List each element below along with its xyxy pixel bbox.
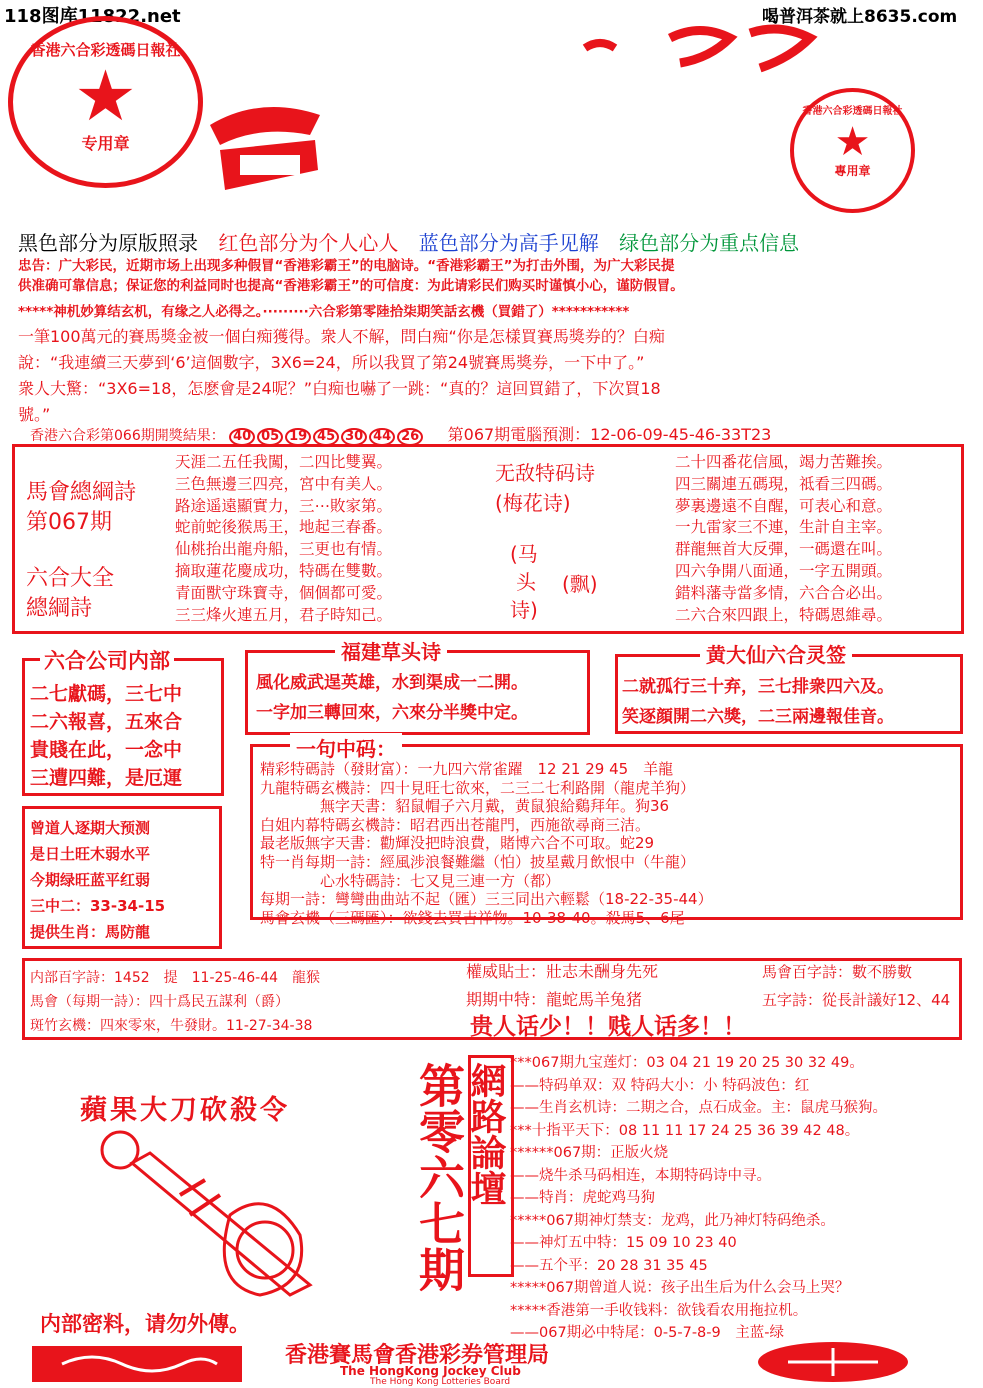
poem-line: 三三烽火連五月，君子時知己。 [175,605,393,624]
forum-line: ——神灯五中特：15 09 10 23 40 [510,1235,737,1251]
oneline-line: 馬會玄機（三碼匯）：欲錢去買吉祥物。10-38-40。殺馬5、6尾 [260,908,685,927]
ball: 30 [341,428,367,446]
poem-line: 夢裏邊遠不自醒，可表心和意。 [675,496,893,515]
ball: 40 [229,428,255,446]
company-line: 二七獻碼，三七中 [30,683,183,705]
color-legend [18,227,799,256]
seal-left-label: 专用章 [81,133,130,153]
seal-right-label: 專用章 [834,164,871,178]
oneline-line: 特一肖每期一詩：經風涉浪餐難繼（怕）披星戴月飲恨中（牛龍） [260,852,696,871]
ball: 05 [257,428,283,446]
legend-red: 红色部分为个人心人 [218,231,399,255]
forum-line: ——特肖：虎蛇鸡马狗 [510,1190,655,1206]
joke-line: 號。” [18,405,51,424]
footer-eng2: The Hong Kong Lotteries Board [370,1377,511,1387]
ball: 45 [313,428,339,446]
fujian-line: 一字加三轉回來，六來分半獎中定。 [256,703,528,723]
oneline-line: 每期一詩：彎彎曲曲站不起（匯）三三同出六輕鬆（18-22-35-44） [260,890,713,909]
forum-line: ******067期：正版火烧 [510,1145,669,1161]
slogan: 贵人话少！！贱人话多！！ [470,1014,746,1040]
notice [18,256,684,296]
forum-period-vertical: 第零六七期 [412,1062,466,1292]
poem-line: 錯料藩寺當多情，六合合必出。 [675,583,893,602]
five-poem: 五字詩：從長計議好12、44 [762,991,951,1009]
forum-line: ***十指平天下：08 11 11 17 24 25 36 39 42 48。 [510,1122,860,1139]
joke-line: 一筆100萬元的賽馬獎金被一個白痴獲得。衆人不解，問白痴“你是怎樣買賽馬獎券的？白痴 [18,327,665,346]
seal-left-text: 香港六合彩透碼日報社 [30,41,181,59]
poem-title: 總綱詩 [26,596,93,621]
poem-title: 六合大全 [26,566,115,591]
poem-line: 二十四番花信風，竭力苦難挨。 [675,453,893,471]
oneline-line: 九龍特碼玄機詩：四十見旺七欲來，二三二七利路開（龍虎羊狗） [260,778,696,797]
poem-title: 馬會總綱詩 [26,480,137,505]
star-icon: ★ [834,119,871,165]
ball: 44 [369,428,395,446]
apple-title: 蘋果大刀砍殺令 [80,1095,290,1126]
poem-line: 路途遥遠顯實力，三⋯敗家第。 [175,496,393,515]
oneline-line: 最老版無字天書：勸輝没把時浪費，賭博六合不可取。蛇29 [260,834,655,853]
huang-lines [622,672,894,732]
fujian-lines [256,668,528,728]
zeng-line: 提供生肖：馬防龍 [30,923,151,941]
company-lines [30,680,182,792]
seal-right-text: 香港六合彩透碼日報社 [802,106,903,117]
huang-line: 二就孤行三十弃，三七排衆四六及。 [622,677,894,697]
footer-left-ornament [32,1346,242,1382]
joke-line: 衆人大驚：“3X6=18，怎麽會是24呢？”白痴也嚇了一跳：“真的？這回買錯了，下次買18 [18,379,661,398]
legend-blue: 蓝色部分为高手见解 [418,231,599,255]
poem-mid-sub-line: 头 [516,570,536,594]
star-icon: ★ [74,54,137,137]
forum-line: ——生肖玄机诗：二期之合，点石成金。主：鼠虎马猴狗。 [510,1100,887,1116]
forum-line: *****067期神灯禁支：龙鸡，此乃神灯特码绝杀。 [510,1212,835,1229]
period-tip: 期期中特：龍蛇馬羊兔猪 [466,990,643,1009]
zeng-line: 是日土旺木弱水平 [30,845,151,863]
ball: 19 [285,428,311,446]
poem-title: 第067期 [26,510,112,535]
forum-line: ——五个平：20 28 31 35 45 [510,1257,708,1274]
poem-mid-piao: (飘) [562,572,598,596]
legend-black: 黑色部分为原版照录 [18,231,198,255]
footer-right-ornament [758,1342,908,1382]
draw-result-row [30,422,771,446]
poem-line: 四六争開八面通，一字五開頭。 [675,561,893,580]
joke-section [18,300,973,425]
oneline-lines [260,760,713,927]
fujian-line: 風化威武逞英雄，水到渠成一二開。 [256,673,528,693]
draw-result-label: 香港六合彩第066期開獎結果： [30,428,225,444]
huang-line: 笑逐顔開二六獎，二三兩邊報佳音。 [622,707,894,727]
oneline-line: 無字天書：貂鼠帽子六月戴，黄鼠狼給鷄拜年。狗36 [260,797,670,816]
poem-mid-sub-line: (马 [510,542,538,566]
oneline-line: 精彩特碼詩（發財富）：一九四六常雀躍 12 21 29 45 羊龍 [260,760,674,778]
forum-line: ——067期必中特尾：0-5-7-8-9 主蓝-绿 [510,1325,784,1341]
poem-line: 摘取蓮花慶成功，特碼在雙數。 [175,561,393,580]
inner-right [466,958,658,1014]
forum-line: ——烧牛杀马码相连，本期特码诗中寻。 [510,1167,771,1184]
company-title: 六合公司内部 [40,645,174,675]
zeng-lines [30,815,165,945]
company-line: 二六報喜，五來合 [30,711,183,733]
poem-lines-a [175,452,392,626]
joke-title: *****神机妙算结玄机，有缘之人必得之。·········六合彩第零陸拾柒期笑話玄機（買錯了）*********** [18,304,630,320]
poem-lines-b [675,452,892,626]
right-site-header: 喝普洱茶就上8635.com [762,7,958,27]
poem-line: 青面獸守珠寶寺，個個都可愛。 [175,583,393,602]
poem-mid-sub-line: 诗) [510,598,538,622]
poem-line: 二六合來四跟上，特碼恩維尋。 [675,605,893,624]
huang-title: 黄大仙六合灵签 [700,639,852,668]
sword-illustration [80,1125,360,1315]
forum-name-vertical: 網路論壇 [465,1062,507,1206]
oneline-line: 白姐内幕特碼玄機詩：昭君西出苍龍門，西施欲尋商三洁。 [260,815,651,834]
inner-line: 内部百字詩：1452 提 11-25-46-44 龍猴 [30,970,321,986]
poem-mid [495,458,595,518]
fujian-title: 福建草头诗 [335,636,447,665]
decorative-brush-mark [200,95,330,205]
seal-right [790,88,915,213]
inner-line: 斑竹玄機：四來零來，牛發財。11-27-34-38 [30,1018,313,1034]
zeng-line: 三中二：33-34-15 [30,897,166,915]
footer-org: 香港賽馬會香港彩券管理局 [285,1343,550,1368]
forum-line: ***067期九宝莲灯：03 04 21 19 20 25 30 32 49。 [510,1055,864,1071]
computer-prediction: 第067期電腦預測：12-06-09-45-46-33T23 [447,425,772,444]
oneline-title: 一句中码： [290,733,402,762]
inner-far-right [762,958,950,1014]
zeng-line: 今期绿旺蓝平红弱 [30,871,151,889]
poem-line: 仙桃抬出龍舟船，三更也有情。 [175,540,393,559]
notice-line: 供准确可靠信息；保证您的利益同时也提高“香港彩霸王”的可信度：为此请彩民们购买时谨慎小心，谨防假冒。 [18,278,684,294]
notice-line: 忠告：广大彩民，近期市场上出现多种假冒“香港彩霸王”的电脑诗。“香港彩霸王”为打击外围，为广大彩民提 [18,258,675,274]
inner-left [30,966,320,1038]
seal-left [8,16,203,188]
poem-mid-title: (梅花诗) [495,491,571,515]
forum-line: *****067期曾道人说：孩子出生后为什么会马上哭？ [510,1280,850,1296]
inner-line: 馬會（每期一詩）：四十爲民五謀利（爵） [30,994,289,1010]
legend-green: 绿色部分为重点信息 [619,231,800,255]
hundred-poem: 馬會百字詩：數不勝數 [762,963,913,981]
forum-lines [510,1052,887,1345]
poem-line: 蛇前蛇後猴馬王，地起三春番。 [175,518,393,537]
poem-line: 三色無邊三四亮，宮中有美人。 [175,474,393,493]
forum-line: ——特码单双：双 特码大小：小 特码波色：红 [510,1077,810,1094]
poem-line: 四三關連五碼現，祗看三四碼。 [675,474,893,493]
secret-note: 内部密料，请勿外傳。 [40,1312,250,1336]
forum-line: *****香港第一手收钱料：欲钱看农用拖拉机。 [510,1302,808,1319]
poem-left-titles [26,478,136,624]
poem-line: 一九雷家三不連，生計自主宰。 [675,518,893,537]
oneline-line: 心水特碼詩：七又見三連一方（都） [260,871,561,890]
authority-tip: 權威貼士：壯志未酬身先死 [466,962,659,981]
footer-eng1: The HongKong Jockey Club [340,1364,521,1378]
decorative-brush-top [580,18,840,78]
poem-mid-title: 无敌特码诗 [495,461,595,485]
left-site-header: 118图库11822.net [4,6,181,27]
company-line: 三遭四難，是厄運 [30,767,183,789]
poem-line: 天涯二五任我闖，二四比雙翼。 [175,453,393,471]
ball: 26 [397,428,423,446]
poem-line: 群龍無首大反彈，一碼還在叫。 [675,540,893,559]
joke-line: 說：“我連續三天夢到‘6’這個數字，3X6=24，所以我買了第24號賽馬獎券，一下中了。” [18,353,645,372]
company-line: 貴賤在此，一念中 [30,739,183,761]
poem-mid-sub [510,540,538,624]
zeng-title: 曾道人逐期大预测 [30,819,151,837]
